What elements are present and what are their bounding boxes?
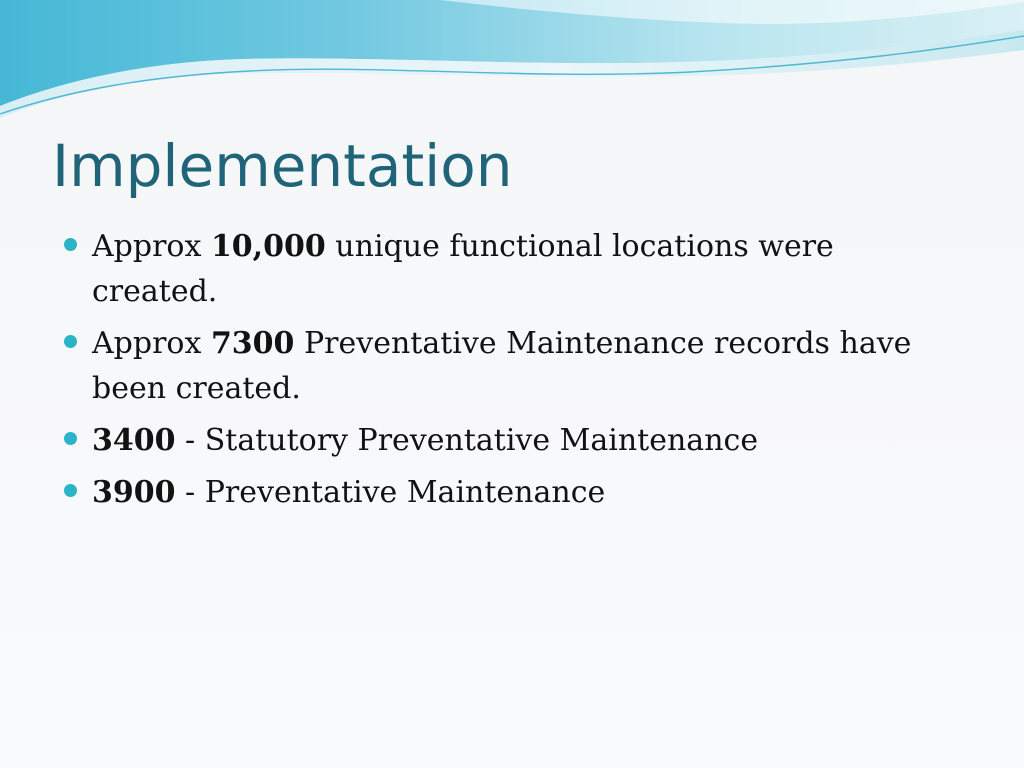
bullet-dot-icon [64, 484, 77, 497]
bullet-figure: 3900 [92, 475, 176, 510]
bullet-text: unique functional locations were created. [92, 229, 834, 309]
bullet-dot-icon [64, 432, 77, 445]
bullet-list [64, 224, 964, 522]
bullet-dot-icon [64, 238, 77, 251]
bullet-figure: 7300 [210, 326, 295, 361]
wave-header-graphic [0, 0, 1024, 130]
bullet-figure: 10,000 [210, 229, 326, 264]
slide-title: Implementation [52, 132, 513, 200]
bullet-item-pm [64, 470, 964, 515]
bullet-item-functional-locations [64, 224, 964, 314]
bullet-text: Preventative Maintenance records have been created. [92, 326, 912, 406]
bullet-item-pm-records [64, 321, 964, 411]
bullet-text: - Preventative Maintenance [175, 475, 606, 510]
bullet-item-statutory-pm [64, 418, 964, 463]
bullet-dot-icon [64, 335, 77, 348]
bullet-text-prefix: Approx [92, 326, 211, 361]
bullet-figure: 3400 [92, 423, 176, 458]
bullet-text: - Statutory Preventative Maintenance [175, 423, 759, 458]
bullet-text-prefix: Approx [92, 229, 211, 264]
